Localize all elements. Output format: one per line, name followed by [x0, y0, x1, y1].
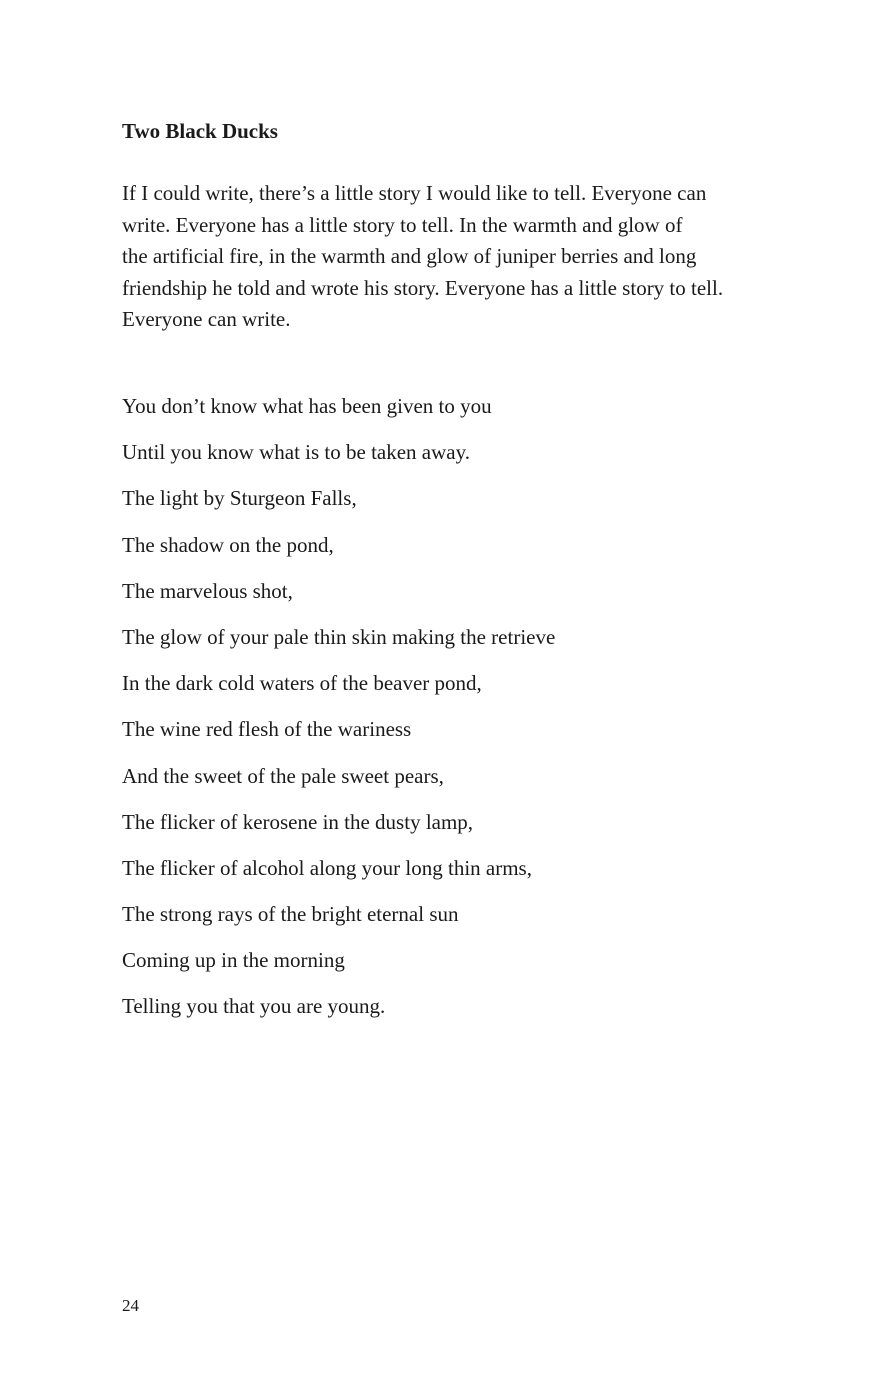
poem-line: The light by Sturgeon Falls, [122, 486, 357, 511]
poem-line: You don’t know what has been given to you [122, 394, 492, 418]
page-number: 24 [122, 1296, 139, 1315]
intro-line: write. Everyone has a little story to tell. In the warmth and glow of [122, 212, 683, 237]
intro-line: the artificial fire, in the warmth and glow of juniper berries and long [122, 244, 697, 269]
poem-title: Two Black Ducks [122, 119, 278, 143]
poem-line: Until you know what is to be taken away. [122, 440, 470, 465]
intro-paragraph [122, 178, 782, 336]
poem-line: The wine red flesh of the wariness [122, 717, 412, 742]
poem-line: The glow of your pale thin skin making the retrieve [122, 624, 556, 649]
poem-line: The flicker of alcohol along your long thin arms, [122, 855, 532, 880]
poem-line: And the sweet of the pale sweet pears, [122, 763, 444, 788]
poem-line: In the dark cold waters of the beaver pond, [122, 671, 482, 696]
intro-line: friendship he told and wrote his story. Everyone has a little story to tell. [122, 275, 724, 300]
poem-line: The marvelous shot, [122, 578, 293, 603]
poem-line: Coming up in the morning [122, 948, 345, 973]
poem-line: Telling you that you are young. [122, 994, 386, 1019]
poem-body [122, 391, 555, 1038]
intro-line: Everyone can write. [122, 307, 291, 332]
poem-line: The flicker of kerosene in the dusty lamp, [122, 809, 474, 834]
poem-line: The strong rays of the bright eternal sun [122, 902, 459, 927]
intro-line: If I could write, there’s a little story I would like to tell. Everyone can [122, 181, 707, 205]
poem-line: The shadow on the pond, [122, 532, 334, 557]
